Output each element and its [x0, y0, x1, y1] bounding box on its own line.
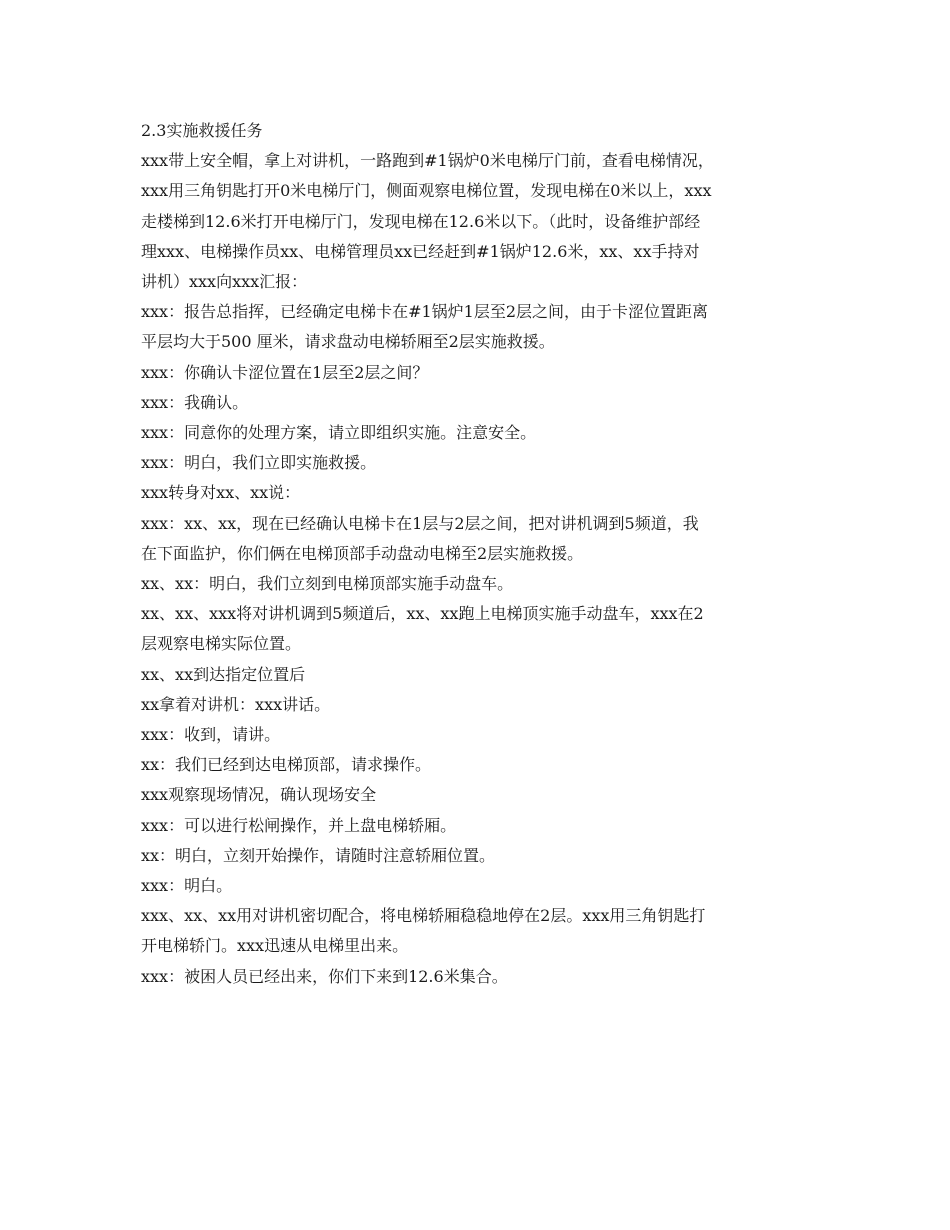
- text-line: xxx转身对xx、xx说：: [141, 483, 301, 503]
- text-line: 开电梯轿门。xxx迅速从电梯里出来。: [141, 936, 409, 956]
- text-line: xxx：你确认卡涩位置在1层至2层之间？: [141, 362, 429, 382]
- text-line: xxx：同意你的处理方案，请立即组织实施。注意安全。: [141, 423, 537, 443]
- text-line: xx、xx到达指定位置后: [141, 664, 306, 684]
- document-body: [141, 116, 821, 992]
- text-line: xxx带上安全帽，拿上对讲机，一路跑到#1锅炉0米电梯厅门前，查看电梯情况，: [141, 151, 714, 171]
- text-line: xx、xx：明白，我们立刻到电梯顶部实施手动盘车。: [141, 574, 514, 594]
- text-line: xxx：明白，我们立即实施救援。: [141, 453, 377, 473]
- text-line: xx拿着对讲机：xxx讲话。: [141, 694, 331, 714]
- text-line: xxx：可以进行松闸操作，并上盘电梯轿厢。: [141, 815, 457, 835]
- text-line: xx：明白，立刻开始操作，请随时注意轿厢位置。: [141, 845, 496, 865]
- section-heading: 2.3实施救援任务: [141, 121, 263, 140]
- text-line: xxx用三角钥匙打开0米电梯厅门，侧面观察电梯位置，发现电梯在0米以上，xxx: [141, 181, 712, 201]
- text-line: xxx：报告总指挥，已经确定电梯卡在#1锅炉1层至2层之间，由于卡涩位置距离: [141, 302, 709, 322]
- text-line: 走楼梯到12.6米打开电梯厅门，发现电梯在12.6米以下。（此时，设备维护部经: [141, 211, 701, 231]
- text-line: xxx：明白。: [141, 876, 233, 896]
- text-line: 平层均大于500 厘米，请求盘动电梯轿厢至2层实施救援。: [141, 332, 555, 352]
- text-line: xx、xx、xxx将对讲机调到5频道后，xx、xx跑上电梯顶实施手动盘车，xxx在2: [141, 604, 704, 624]
- text-line: 讲机）xxx向xxx汇报：: [141, 272, 308, 292]
- text-line: xxx：我确认。: [141, 392, 249, 412]
- text-line: xxx：收到，请讲。: [141, 725, 281, 745]
- text-line: xxx：xx、xx，现在已经确认电梯卡在1层与2层之间，把对讲机调到5频道，我: [141, 513, 699, 533]
- text-line: xxx、xx、xx用对讲机密切配合，将电梯轿厢稳稳地停在2层。xxx用三角钥匙打: [141, 906, 706, 926]
- text-line: 理xxx、电梯操作员xx、电梯管理员xx已经赶到#1锅炉12.6米，xx、xx手持对: [141, 241, 700, 261]
- text-line: 层观察电梯实际位置。: [141, 634, 302, 654]
- text-line: xx：我们已经到达电梯顶部，请求操作。: [141, 755, 432, 775]
- text-line: xxx观察现场情况，确认现场安全: [141, 785, 377, 805]
- text-line: xxx：被困人员已经出来，你们下来到12.6米集合。: [141, 966, 508, 986]
- text-line: 在下面监护，你们俩在电梯顶部手动盘动电梯至2层实施救援。: [141, 543, 584, 563]
